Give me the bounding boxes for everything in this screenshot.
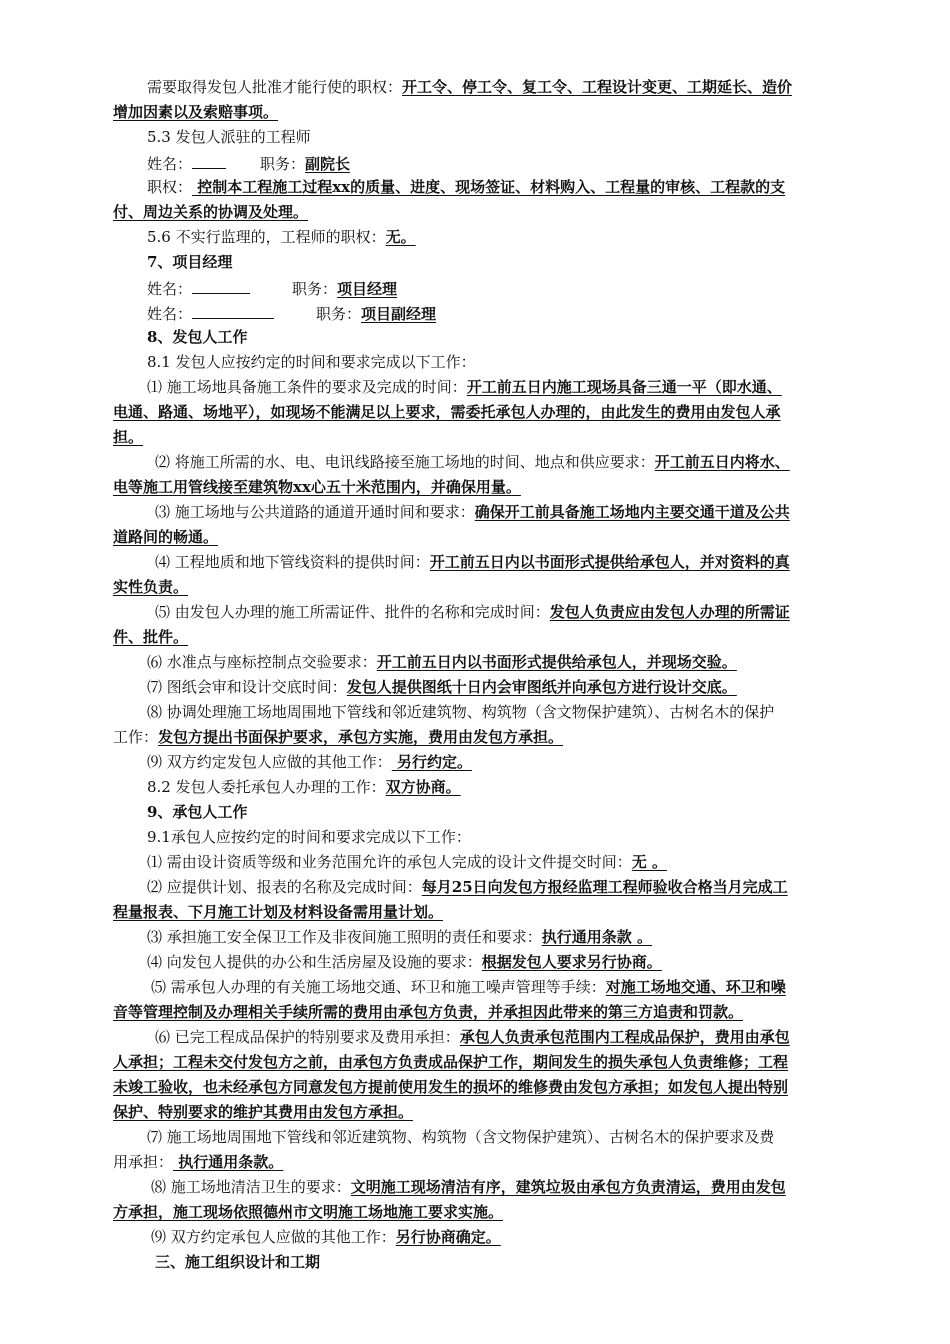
- clause-text: ⑺ 施工场地周围地下管线和邻近建筑物、构筑物（含文物保护建筑）、古树名木的保护要求及费: [147, 1128, 775, 1146]
- text-line: [113, 875, 877, 899]
- filled-value: 开工令、停工令、复工令、工程设计变更、工期延长、造价: [402, 78, 793, 96]
- filled-value: 每月25日向发包方报经监理工程师验收合格当月完成工: [421, 878, 788, 896]
- text-line: [113, 600, 877, 624]
- clause-text: ⑹ 水准点与座标控制点交验要求：: [147, 653, 377, 671]
- text-line: [113, 425, 877, 449]
- clause-text: ⑶ 承担施工安全保卫工作及非夜间施工照明的责任和要求：: [147, 928, 542, 946]
- clause-heading: [113, 825, 877, 849]
- filled-value: 音等管理控制及办理相关手续所需的费用由承包方负责，并承担因此带来的第三方追责和罚款。: [113, 1003, 744, 1021]
- filled-value: 双方协商。: [385, 778, 461, 796]
- clause-heading: [113, 350, 877, 374]
- clause-text: ⑵ 应提供计划、报表的名称及完成时间：: [147, 878, 422, 896]
- filled-value: 副院长: [305, 155, 351, 173]
- filled-value: 件、批件。: [113, 628, 189, 646]
- text-line: [113, 900, 877, 924]
- section-heading: 7、项目经理: [147, 253, 233, 271]
- filled-value: 项目经理: [337, 280, 398, 298]
- text-line: [113, 450, 877, 474]
- filled-value: 开工前五日内将水、: [654, 453, 790, 471]
- filled-value: 执行通用条款。: [173, 1153, 284, 1171]
- clause-text: ⑵ 将施工所需的水、电、电讯线路接至施工场地的时间、地点和供应要求：: [155, 453, 655, 471]
- filled-value: 保护、特别要求的维护其费用由发包方承担。: [113, 1103, 414, 1121]
- filled-value: 电等施工用管线接至建筑物xx心五十米范围内，并确保用量。: [113, 478, 521, 496]
- clause-text: ⑴ 需由设计资质等级和业务范围允许的承包人完成的设计文件提交时间：: [147, 853, 632, 871]
- text-line: [113, 1125, 877, 1149]
- text-line: [113, 925, 877, 949]
- text-line: [113, 1225, 877, 1249]
- text-line: [113, 525, 877, 549]
- section-heading: 三、施工组织设计和工期: [155, 1253, 321, 1271]
- filled-value: 道路间的畅通。: [113, 528, 219, 546]
- filled-value: 执行通用条款 。: [541, 928, 653, 946]
- clause-text: 5.6 不实行监理的，工程师的职权：: [147, 228, 386, 246]
- text-line: [113, 650, 877, 674]
- section-heading: 9、承包人工作: [147, 803, 248, 821]
- filled-value: 确保开工前具备施工场地内主要交通干道及公共: [474, 503, 790, 521]
- name-blank: [192, 150, 226, 169]
- filled-value: 文明施工现场清洁有序，建筑垃圾由承包方负责清运，费用由发包: [350, 1178, 786, 1196]
- text-line: [113, 625, 877, 649]
- clause-text: 需要取得发包人批准才能行使的职权：: [147, 78, 403, 96]
- clause-text: 8.1 发包人应按约定的时间和要求完成以下工作：: [147, 353, 476, 371]
- filled-value: 未竣工验收，也未经承包方同意发包方提前使用发生的损坏的维修费由发包方承担；如发包人提出特别: [113, 1078, 789, 1096]
- clause-text: 8.2 发包人委托承包人办理的工作：: [147, 778, 386, 796]
- text-line: [113, 1175, 877, 1199]
- section-heading: 8、发包人工作: [147, 328, 248, 346]
- text-line: [113, 150, 877, 174]
- text-line: [113, 575, 877, 599]
- text-line: [113, 1075, 877, 1099]
- text-line: [113, 950, 877, 974]
- text-line: [113, 275, 877, 299]
- filled-value: 付、周边关系的协调及处理。: [113, 203, 309, 221]
- text-line: [113, 725, 877, 749]
- clause-text: ⑺ 图纸会审和设计交底时间：: [147, 678, 347, 696]
- filled-value: 无 。: [631, 853, 668, 871]
- text-line: [113, 500, 877, 524]
- title-label: 职务：: [292, 280, 338, 298]
- text-line: [113, 1100, 877, 1124]
- filled-value: 开工前五日内以书面形式提供给承包人，并对资料的真: [429, 553, 790, 571]
- clause-text: 工作：: [113, 728, 159, 746]
- text-line: [113, 225, 877, 249]
- text-line: [113, 975, 877, 999]
- name-label: 姓名：: [147, 305, 193, 323]
- filled-value: 另行约定。: [391, 753, 473, 771]
- filled-value: 电通、路通、场地平），如现场不能满足以上要求，需委托承包人办理的，由此发生的费用由发包人承: [113, 403, 781, 421]
- clause-text: ⑻ 协调处理施工场地周围地下管线和邻近建筑物、构筑物（含文物保护建筑）、古树名木的保护: [147, 703, 775, 721]
- clause-text: 5.3 发包人派驻的工程师: [147, 128, 311, 146]
- filled-value: 发包人提供图纸十日内会审图纸并向承包方进行设计交底。: [346, 678, 737, 696]
- text-line: [113, 1025, 877, 1049]
- text-line: [113, 175, 877, 199]
- filled-value: 开工前五日内施工现场具备三通一平（即水通、: [466, 378, 782, 396]
- text-line: [113, 75, 877, 99]
- text-line: [113, 1200, 877, 1224]
- filled-value: 发包方提出书面保护要求，承包方实施，费用由发包方承担。: [158, 728, 564, 746]
- filled-value: 方承担，施工现场依照德州市文明施工场地施工要求实施。: [113, 1203, 504, 1221]
- text-line: [113, 1150, 877, 1174]
- text-line: [113, 300, 877, 324]
- clause-text: 9.1承包人应按约定的时间和要求完成以下工作：: [147, 828, 471, 846]
- clause-text: ⑸ 需承包人办理的有关施工场地交通、环卫和施工噪声管理等手续：: [151, 978, 606, 996]
- clause-text: ⑴ 施工场地具备施工条件的要求及完成的时间：: [147, 378, 467, 396]
- title-label: 职务：: [260, 155, 306, 173]
- filled-value: 另行协商确定。: [395, 1228, 501, 1246]
- filled-value: 无。: [385, 228, 416, 246]
- text-line: [113, 375, 877, 399]
- clause-text: ⑸ 由发包人办理的施工所需证件、批件的名称和完成时间：: [155, 603, 550, 621]
- clause-text: ⑼ 双方约定承包人应做的其他工作：: [151, 1228, 396, 1246]
- text-line: [113, 750, 877, 774]
- filled-value: 对施工场地交通、环卫和噪: [605, 978, 786, 996]
- filled-value: 项目副经理: [361, 305, 437, 323]
- text-line: [113, 400, 877, 424]
- filled-value: 实性负责。: [113, 578, 189, 596]
- text-line: [113, 200, 877, 224]
- text-line: [113, 1050, 877, 1074]
- clause-text: ⑻ 施工场地清洁卫生的要求：: [151, 1178, 351, 1196]
- name-blank: [192, 275, 250, 294]
- text-line: [113, 675, 877, 699]
- name-blank: [192, 300, 274, 319]
- clause-heading: [113, 125, 877, 149]
- title-label: 职务：: [316, 305, 362, 323]
- text-line: [113, 475, 877, 499]
- filled-value: 程量报表、下月施工计划及材料设备需用量计划。: [113, 903, 444, 921]
- text-line: [113, 850, 877, 874]
- clause-text: 职权：: [147, 178, 193, 196]
- text-line: [113, 775, 877, 799]
- name-label: 姓名：: [147, 155, 193, 173]
- clause-text: ⑹ 已完工程成品保护的特别要求及费用承担：: [155, 1028, 460, 1046]
- text-line: [113, 550, 877, 574]
- text-line: [113, 1000, 877, 1024]
- filled-value: 控制本工程施工过程xx的质量、进度、现场签证、材料购入、工程量的审核、工程款的支: [192, 178, 786, 196]
- clause-text: ⑶ 施工场地与公共道路的通道开通时间和要求：: [155, 503, 475, 521]
- filled-value: 承包人负责承包范围内工程成品保护，费用由承包: [459, 1028, 790, 1046]
- clause-text: 用承担：: [113, 1153, 174, 1171]
- clause-text: ⑼ 双方约定发包人应做的其他工作：: [147, 753, 392, 771]
- filled-value: 增加因素以及索赔事项。: [113, 103, 279, 121]
- filled-value: 发包人负责应由发包人办理的所需证: [549, 603, 790, 621]
- clause-text: ⑷ 向发包人提供的办公和生活房屋及设施的要求：: [147, 953, 482, 971]
- filled-value: 根据发包人要求另行协商。: [481, 953, 662, 971]
- text-line: [113, 100, 877, 124]
- name-label: 姓名：: [147, 280, 193, 298]
- filled-value: 人承担；工程未交付发包方之前，由承包方负责成品保护工作，期间发生的损失承包人负责维修；工程: [113, 1053, 789, 1071]
- filled-value: 开工前五日内以书面形式提供给承包人，并现场交验。: [376, 653, 737, 671]
- text-line: [113, 700, 877, 724]
- filled-value: 担。: [113, 428, 144, 446]
- clause-text: ⑷ 工程地质和地下管线资料的提供时间：: [155, 553, 430, 571]
